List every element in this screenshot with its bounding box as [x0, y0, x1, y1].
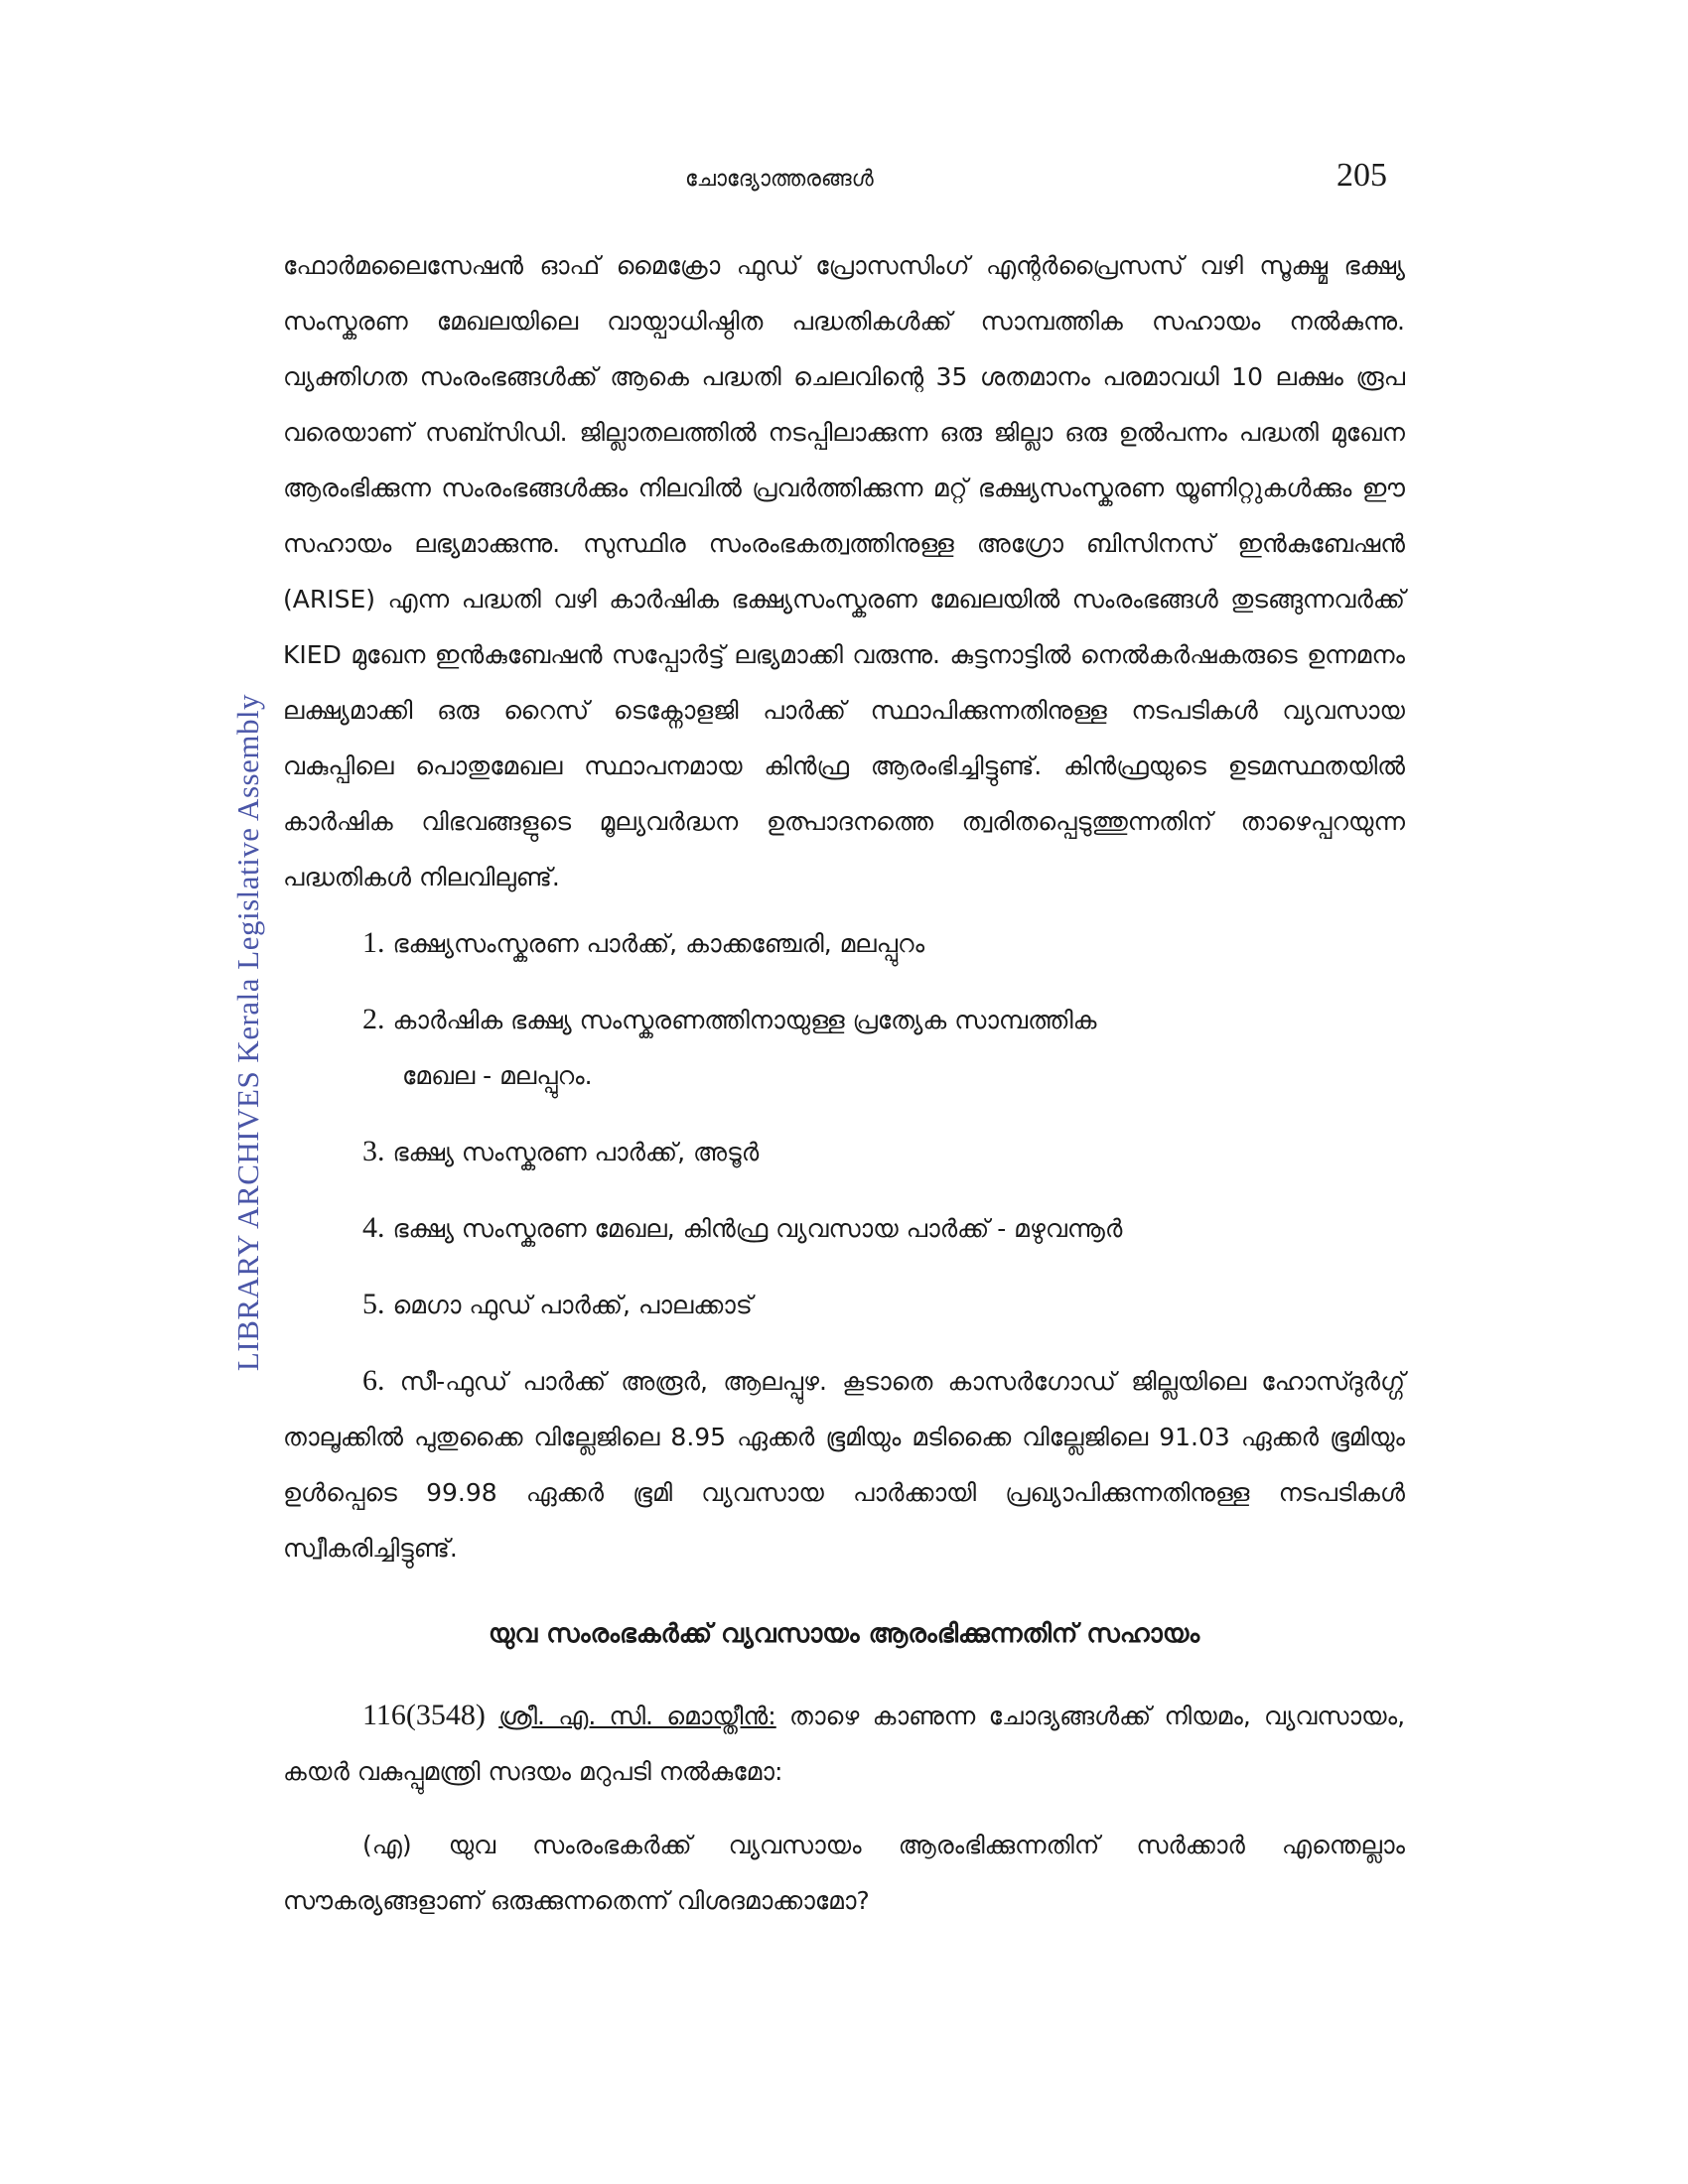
list-item-text: ഭക്ഷ്യസംസ്കരണ പാർക്ക്, കാക്കഞ്ചേരി, മലപ്പുറം — [392, 929, 925, 958]
list-item-text: മെഗാ ഫുഡ് പാർക്ക്, പാലക്കാട് — [392, 1291, 753, 1319]
list-item-number: 3. — [362, 1135, 385, 1167]
scheme-list — [283, 915, 1405, 1333]
list-item-number: 1. — [362, 926, 385, 959]
page-number: 205 — [1336, 157, 1387, 194]
seafood-park-paragraph — [283, 1353, 1405, 1576]
list-item-continuation: മേഖല - മലപ്പുറം. — [402, 1061, 593, 1090]
list-item — [362, 915, 1405, 972]
question-paragraph — [283, 1688, 1405, 1800]
list-item — [362, 1200, 1405, 1257]
question-number: 116(3548) — [362, 1699, 486, 1731]
list-item-number: 4. — [362, 1211, 385, 1244]
list-item-number: 2. — [362, 1003, 385, 1035]
list-item — [362, 1124, 1405, 1180]
section-heading: യുവ സംരംഭകർക്ക് വ്യവസായം ആരംഭിക്കുന്നതിന് സഹായം — [488, 1619, 1200, 1649]
paragraph-text: സീ-ഫുഡ് പാർക്ക് അരൂർ, ആലപ്പുഴ. കൂടാതെ കാസർഗോഡ് ജില്ലയിലെ ഹോസ്ദുർഗ്ഗ് താലൂക്കിൽ പുതുക്കൈ വില്ലേജിലെ 8.95 ഏക്കർ ഭൂമിയും മടിക്കൈ വില്ലേജിലെ 91.03 ഏക്കർ ഭൂമിയും ഉൾപ്പെടെ 99.98 ഏക്കർ ഭൂമി വ്യവസായ പാർക്കായി പ്രഖ്യാപിക്കുന്നതിനുള്ള നടപടികൾ സ്വീകരിച്ചിട്ടുണ്ട്. — [283, 1367, 1405, 1563]
question-part-a: (എ) യുവ സംരംഭകർക്ക് വ്യവസായം ആരംഭിക്കുന്നതിന് സർക്കാർ എന്തെല്ലാം സൗകര്യങ്ങളാണ് ഒരുക്കുന്നതെന്ന് വിശദമാക്കാമോ? — [283, 1831, 1405, 1915]
answer-paragraph: ഫോർമലൈസേഷൻ ഓഫ് മൈക്രോ ഫുഡ് പ്രോസസിംഗ് എന്റർപ്രൈസസ് വഴി സൂക്ഷ്മ ഭക്ഷ്യ സംസ്കരണ മേഖലയിലെ വായ്പാധിഷ്ഠിത പദ്ധതികൾക്ക് സാമ്പത്തിക സഹായം നൽകുന്നു. വ്യക്തിഗത സംരംഭങ്ങൾക്ക് ആകെ പദ്ധതി ചെലവിന്റെ 35 ശതമാനം പരമാവധി 10 ലക്ഷം രൂപ വരെയാണ് സബ്സിഡി. ജില്ലാതലത്തിൽ നടപ്പിലാക്കുന്ന ഒരു ജില്ലാ ഒരു ഉൽപന്നം പദ്ധതി മുഖേന ആരംഭിക്കുന്ന സംരംഭങ്ങൾക്കും നിലവിൽ പ്രവർത്തിക്കുന്ന മറ്റ് ഭക്ഷ്യസംസ്കരണ യൂണിറ്റുകൾക്കും ഈ സഹായം ലഭ്യമാക്കുന്നു. സുസ്ഥിര സംരംഭകത്വത്തിനുള്ള അഗ്രോ ബിസിനസ് ഇൻകുബേഷൻ (ARISE) എന്ന പദ്ധതി വഴി കാർഷിക ഭക്ഷ്യസംസ്കരണ മേഖലയിൽ സംരംഭങ്ങൾ തുടങ്ങുന്നവർക്ക് KIED മുഖേന ഇൻകുബേഷൻ സപ്പോർട്ട് ലഭ്യമാക്കി വരുന്നു. കുട്ടനാട്ടിൽ നെൽകർഷകരുടെ ഉന്നമനം ലക്ഷ്യമാക്കി ഒരു റൈസ് ടെക്നോളജി പാർക്ക് സ്ഥാപിക്കുന്നതിനുള്ള നടപടികൾ വ്യവസായ വകുപ്പിലെ പൊതുമേഖല സ്ഥാപനമായ കിൻഫ്ര ആരംഭിച്ചിട്ടുണ്ട്. കിൻഫ്രയുടെ ഉടമസ്ഥതയിൽ കാർഷിക വിഭവങ്ങളുടെ മൂല്യവർദ്ധന ഉത്പാദനത്തെ ത്വരിതപ്പെടുത്തുന്നതിന് താഴെപ്പറയുന്ന പദ്ധതികൾ നിലവിലുണ്ട്. — [283, 251, 1405, 891]
list-item-text: കാർഷിക ഭക്ഷ്യ സംസ്കരണത്തിനായുള്ള പ്രത്യേക സാമ്പത്തിക — [392, 1006, 1097, 1034]
list-item-text: ഭക്ഷ്യ സംസ്കരണ മേഖല, കിൻഫ്ര വ്യവസായ പാർക്ക് - മഴുവന്നൂർ — [392, 1214, 1123, 1243]
question-intro: താഴെ കാണുന്ന ചോദ്യങ്ങൾക്ക് നിയമം, വ്യവസായം, കയർ വകുപ്പുമന്ത്രി സദയം മറുപടി നൽകുമോ: — [283, 1702, 1406, 1786]
running-head: ചോദ്യോത്തരങ്ങൾ — [685, 167, 874, 192]
member-name: ശ്രീ. എ. സി. മൊയ്തീൻ: — [498, 1702, 776, 1730]
list-item-text: ഭക്ഷ്യ സംസ്കരണ പാർക്ക്, അടൂർ — [392, 1138, 760, 1166]
list-item — [362, 1277, 1405, 1333]
list-item — [362, 992, 1405, 1104]
archive-watermark: LIBRARY ARCHIVES Kerala Legislative Assembly — [230, 693, 265, 1372]
list-item-number: 5. — [362, 1288, 385, 1320]
paragraph-number: 6. — [362, 1364, 385, 1397]
body-text — [283, 238, 1405, 1929]
